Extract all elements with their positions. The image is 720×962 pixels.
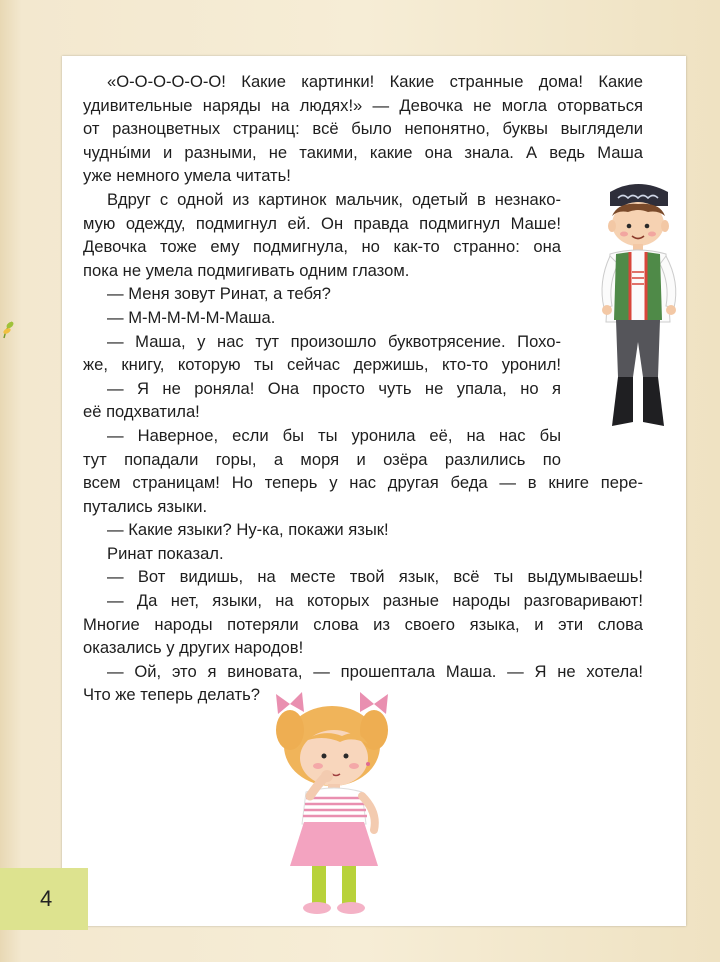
text-line: уже немного умела читать! — [83, 166, 291, 186]
text-line: — Наверное, если бы ты уронила её, на нас бы — [107, 425, 561, 445]
text-line: Вдруг с одной из картинок мальчик, одетый в незнако- — [107, 189, 561, 209]
text-line: — Вот видишь, на месте твой язык, всё ты выдумываешь! — [107, 567, 643, 587]
text-line: Что же теперь делать? — [83, 685, 260, 705]
text-line: пока не умела подмигивать одним глазом. — [83, 260, 410, 280]
text-line: Многие народы потеряли слова из своего языка, и эти слова — [83, 614, 643, 634]
story-text — [83, 70, 643, 707]
text-line: «О-О-О-О-О-О! Какие картинки! Какие странные дома! Какие — [107, 72, 643, 91]
text-line: — Я не роняла! Она просто чуть не упала, но я — [107, 378, 561, 398]
text-line: же, книгу, которую ты сейчас держишь, кто-то уронил! — [83, 355, 561, 375]
text-line: тут попадали горы, а моря и озёра разлились по — [83, 449, 561, 469]
text-line: — М-М-М-М-М-Маша. — [107, 307, 276, 327]
text-line: мую одежду, подмигнул ей. Он правда подмигнул Маше! — [83, 213, 561, 233]
boy-illustration — [588, 172, 688, 437]
page-number: 4 — [40, 886, 53, 911]
text-line: — Да нет, языки, на которых разные народы разговаривают! — [107, 591, 643, 611]
text-line: от разноцветных страниц: всё было непонятно, буквы выглядели — [83, 119, 643, 139]
girl-illustration — [262, 684, 400, 916]
text-line: путались языки. — [83, 496, 208, 516]
text-line: всем страницам! Но теперь у нас другая беда — в книге пере- — [83, 473, 643, 493]
text-line: чудны́ми и разными, не такими, какие она знала. А ведь Маша — [83, 142, 643, 162]
text-line: — Ой, это я виновата, — прошептала Маша. — Я не хотела! — [107, 661, 643, 681]
text-line: — Меня зовут Ринат, а тебя? — [107, 284, 331, 304]
text-line: Ринат показал. — [107, 543, 224, 563]
text-line: удивительные наряды на людях!» — Девочка не могла оторваться — [83, 95, 643, 115]
text-line: — Маша, у нас тут произошло буквотрясение. Похо- — [107, 331, 561, 351]
text-line: её подхватила! — [83, 402, 200, 422]
leaf-decoration-icon — [2, 318, 16, 340]
text-line: Девочка тоже ему подмигнула, но как-то странно: она — [83, 237, 561, 257]
text-line: оказались у других народов! — [83, 638, 304, 658]
text-line: — Какие языки? Ну-ка, покажи язык! — [107, 520, 389, 540]
